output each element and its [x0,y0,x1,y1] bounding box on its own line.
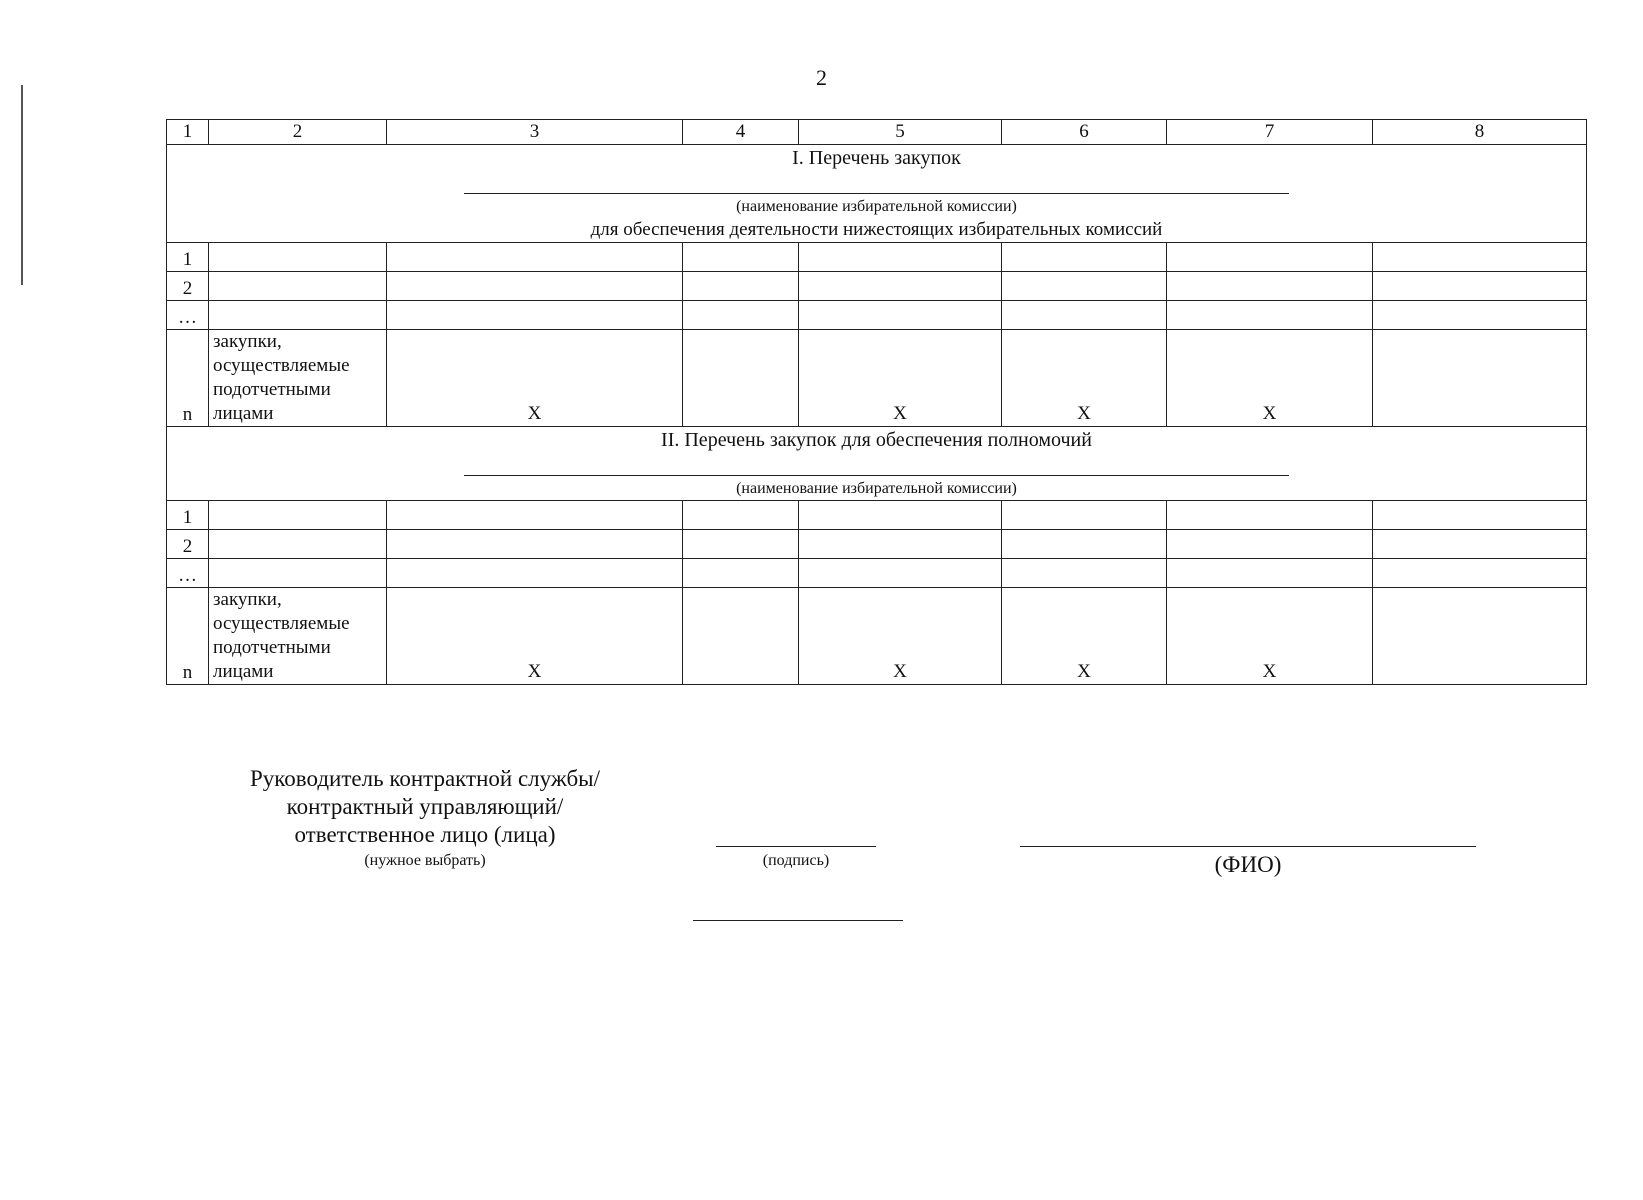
section-1-tail: для обеспечения деятельности нижестоящих избирательных комиссий [590,219,1163,240]
row-number: … [167,559,209,588]
scan-edge-mark [21,85,23,285]
role-line: контрактный управляющий/ [286,794,564,819]
table-cell [209,272,387,301]
column-number: 8 [1373,120,1587,145]
section-1-heading-row [167,145,1587,243]
row-number: 1 [167,501,209,530]
date-line [693,920,903,921]
table-cell [1167,243,1373,272]
x-mark: X [1167,330,1373,427]
table-cell [1002,301,1167,330]
table-cell [1373,501,1587,530]
table-row [167,501,1587,530]
role-note: (нужное выбрать) [364,852,486,869]
table-row [167,272,1587,301]
row-description: закупки, осуществляемые подотчетными лицами [209,330,387,427]
column-number-header [167,120,1587,145]
row-number: n [167,588,209,685]
commission-name-line [464,193,1289,194]
table-cell [799,243,1002,272]
table-cell [1373,272,1587,301]
table-cell [1373,588,1587,685]
signature-note: (подпись) [762,852,830,869]
column-number: 6 [1002,120,1167,145]
section-1-title: I. Перечень закупок [792,147,961,169]
table-cell [387,272,683,301]
column-number: 4 [683,120,799,145]
row-number: 2 [167,272,209,301]
table-cell [1167,301,1373,330]
x-mark: X [387,588,683,685]
table-cell [683,559,799,588]
procurement-table [166,119,1587,685]
table-cell [1002,559,1167,588]
table-cell [387,559,683,588]
role-line: ответственное лицо (лица) [294,822,556,847]
table-cell [1002,530,1167,559]
commission-name-line [464,475,1289,476]
table-cell [1167,272,1373,301]
table-cell [683,330,799,427]
table-cell [387,530,683,559]
x-mark: X [387,330,683,427]
column-number: 7 [1167,120,1373,145]
table-cell [387,501,683,530]
table-cell [1373,559,1587,588]
x-mark: X [1002,330,1167,427]
table-row-accountable-persons [167,588,1587,685]
x-mark: X [1167,588,1373,685]
table-cell [799,301,1002,330]
section-2-title: II. Перечень закупок для обеспечения полномочий [661,429,1092,451]
x-mark: X [799,588,1002,685]
section-1-heading [167,145,1587,243]
row-description: закупки, осуществляемые подотчетными лицами [209,588,387,685]
section-2-heading-row [167,427,1587,501]
table-cell [209,530,387,559]
table-cell [799,559,1002,588]
fio-line [1020,846,1476,847]
column-number: 2 [209,120,387,145]
table-cell [387,243,683,272]
table-cell [1167,530,1373,559]
table-cell [1373,330,1587,427]
table-cell [209,559,387,588]
table-cell [209,243,387,272]
column-number: 5 [799,120,1002,145]
role-line: Руководитель контрактной службы/ [250,766,600,791]
table-cell [683,243,799,272]
section-2-heading [167,427,1587,501]
table-cell [1167,559,1373,588]
row-number: … [167,301,209,330]
page-number: 2 [816,65,827,90]
table-cell [799,530,1002,559]
row-number: 1 [167,243,209,272]
table-cell [683,530,799,559]
table-cell [1002,501,1167,530]
table-cell [387,301,683,330]
table-cell [1002,243,1167,272]
table-cell [683,272,799,301]
table-cell [799,272,1002,301]
table-cell [1002,272,1167,301]
table-cell [209,301,387,330]
table-cell [1373,530,1587,559]
column-number: 3 [387,120,683,145]
table-cell [1373,301,1587,330]
table-row [167,243,1587,272]
table-cell [209,501,387,530]
table-cell [1167,501,1373,530]
x-mark: X [1002,588,1167,685]
row-number: n [167,330,209,427]
table-row [167,530,1587,559]
section-1-caption: (наименование избирательной комиссии) [736,198,1017,215]
table-cell [683,501,799,530]
signature-line [716,846,876,847]
section-2-caption: (наименование избирательной комиссии) [736,480,1017,497]
table-cell [799,501,1002,530]
fio-note: (ФИО) [1214,852,1282,877]
table-cell [683,588,799,685]
table-cell [1373,243,1587,272]
row-number: 2 [167,530,209,559]
table-row-accountable-persons [167,330,1587,427]
x-mark: X [799,330,1002,427]
signatory-role [220,765,630,849]
table-row [167,301,1587,330]
table-row [167,559,1587,588]
table-cell [683,301,799,330]
column-number: 1 [167,120,209,145]
